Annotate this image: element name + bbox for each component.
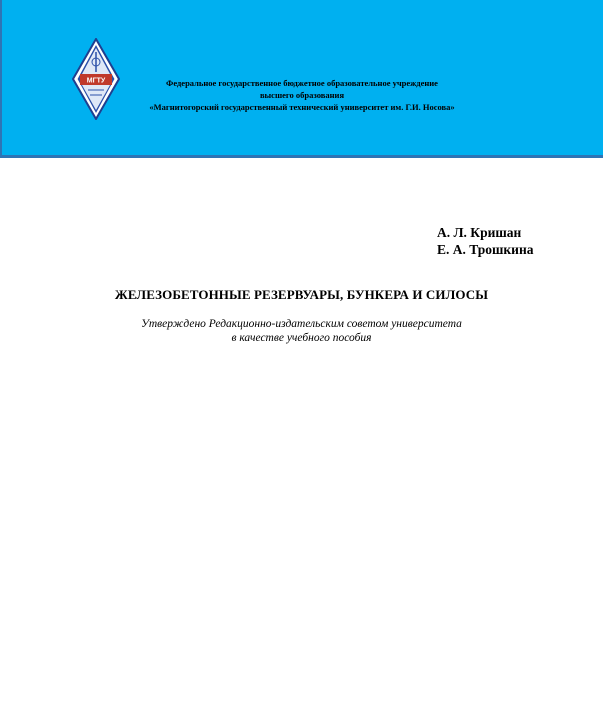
header-band [0,0,603,158]
author-name: А. Л. Кришан [437,225,522,240]
institution-line: высшего образования [259,90,345,100]
institution-name [120,77,484,113]
approval-line: в качестве учебного пособия [231,332,372,344]
book-title: ЖЕЛЕЗОБЕТОННЫЕ РЕЗЕРВУАРЫ, БУНКЕРА И СИЛОСЫ [114,287,489,302]
svg-text:МГТУ: МГТУ [86,77,106,85]
institution-line: Федеральное государственное бюджетное образовательное учреждение [166,78,438,88]
approval-line: Утверждено Редакционно-издательским советом университета [141,318,462,330]
institution-line: «Магнитогорский государственный технический университет им. Г.И. Носова» [149,102,455,112]
author-name: Е. А. Трошкина [437,242,534,257]
university-emblem-icon [72,38,120,120]
authors [437,224,533,258]
approval-note [0,317,603,345]
